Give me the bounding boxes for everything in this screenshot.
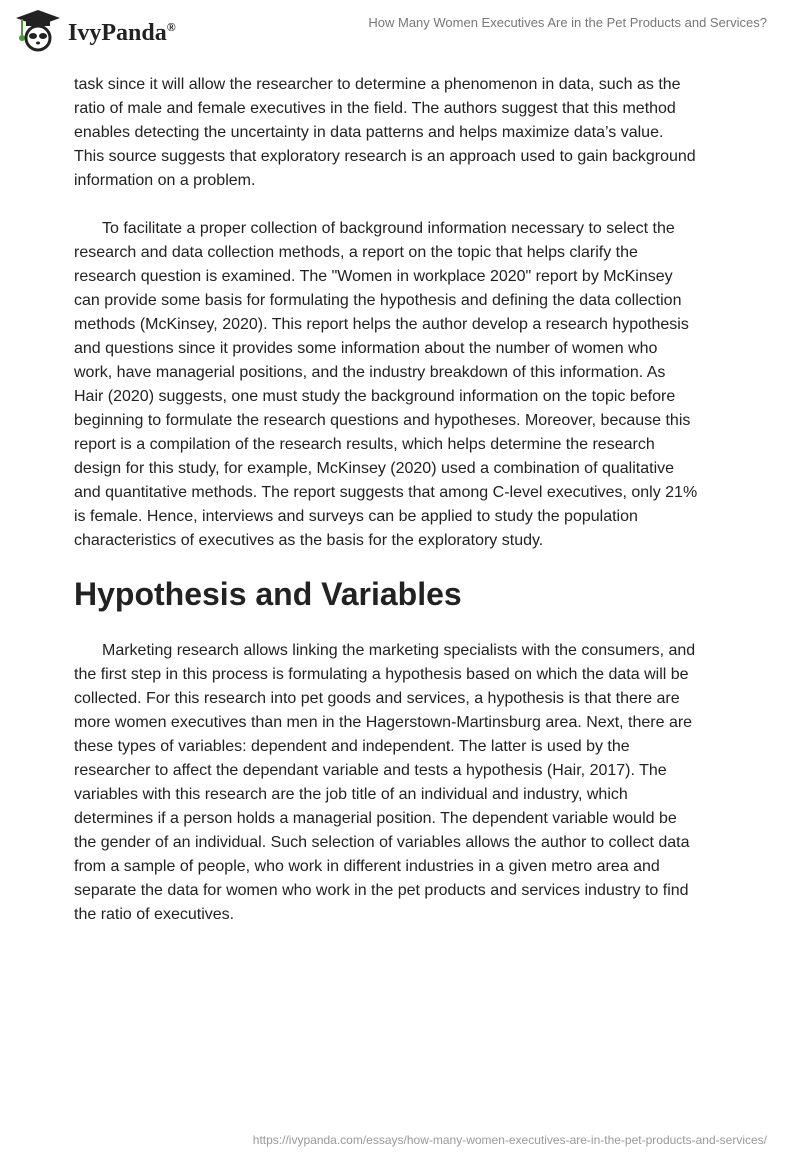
- text-line: and quantitative methods. The report suggests that among C-level executives, only 21%: [74, 484, 698, 501]
- text-line: methods (McKinsey, 2020). This report helps the author develop a research hypothesis: [74, 316, 689, 333]
- text-line: report is a compilation of the research results, which helps determine the research: [74, 436, 655, 453]
- text-line: the first step in this process is formulating a hypothesis based on which the data will be: [74, 666, 689, 683]
- text-line: and questions since it provides some information about the number of women who: [74, 340, 658, 357]
- text-line: design for this study, for example, McKinsey (2020) used a combination of qualitative: [74, 460, 675, 477]
- text-line: these types of variables: dependent and independent. The latter is used by the: [74, 738, 630, 755]
- text-line: characteristics of executives as the basis for the exploratory study.: [74, 532, 544, 549]
- text-line: from a sample of people, who work in different industries in a given metro area and: [74, 858, 660, 875]
- text-line: is female. Hence, interviews and surveys can be applied to study the population: [74, 508, 638, 525]
- text-line: This source suggests that exploratory research is an approach used to gain background: [74, 148, 696, 165]
- text-line: variables with this research are the job title of an individual and industry, which: [74, 786, 628, 803]
- text-line: enables detecting the uncertainty in data patterns and helps maximize data’s value.: [74, 124, 664, 141]
- text-line: information on a problem.: [74, 172, 256, 189]
- text-line: determines if a person holds a managerial position. The dependent variable would be: [74, 810, 677, 827]
- text-line: the gender of an individual. Such selection of variables allows the author to collect data: [74, 834, 690, 851]
- text-line: task since it will allow the researcher to determine a phenomenon in data, such as the: [74, 76, 681, 93]
- text-line: To facilitate a proper collection of background information necessary to select the: [102, 220, 675, 237]
- text-line: Marketing research allows linking the marketing specialists with the consumers, and: [102, 642, 696, 659]
- text-line: separate the data for women who work in the pet products and services industry to find: [74, 882, 689, 899]
- text-line: more women executives than men in the Hagerstown-Martinsburg area. Next, there are: [74, 714, 693, 731]
- text-line: researcher to affect the dependant variable and tests a hypothesis (Hair, 2017). The: [74, 762, 667, 779]
- paragraph: [74, 639, 695, 927]
- text-line: Hair (2020) suggests, one must study the background information on the topic before: [74, 388, 676, 405]
- text-line: work, have managerial positions, and the industry breakdown of this information. As: [74, 364, 666, 381]
- ivypanda-logo[interactable]: [14, 8, 176, 52]
- text-line: ratio of male and female executives in the field. The authors suggest that this method: [74, 100, 676, 117]
- text-line: collected. For this research into pet goods and services, a hypothesis is that there are: [74, 690, 680, 707]
- text-line: research question is examined. The "Women in workplace 2020" report by McKinsey: [74, 268, 673, 285]
- registered-mark: ®: [166, 19, 176, 34]
- logo-text: [68, 20, 176, 47]
- logo-name: IvyPanda: [68, 19, 167, 46]
- panda-graduate-icon: [14, 8, 62, 52]
- paragraph: [74, 217, 697, 553]
- footer-url-link[interactable]: https://ivypanda.com/essays/how-many-women-executives-are-in-the-pet-products-and-services/: [252, 1133, 767, 1147]
- text-line: can provide some basis for formulating the hypothesis and defining the data collection: [74, 292, 682, 309]
- section-heading: Hypothesis and Variables: [74, 576, 462, 612]
- paragraph: [74, 73, 696, 193]
- document-title: How Many Women Executives Are in the Pet Products and Services?: [368, 15, 767, 30]
- text-line: beginning to formulate the research questions and hypotheses. Moreover, because this: [74, 412, 691, 429]
- text-line: the ratio of executives.: [74, 906, 235, 923]
- text-line: research and data collection methods, a report on the topic that helps clarify the: [74, 244, 638, 261]
